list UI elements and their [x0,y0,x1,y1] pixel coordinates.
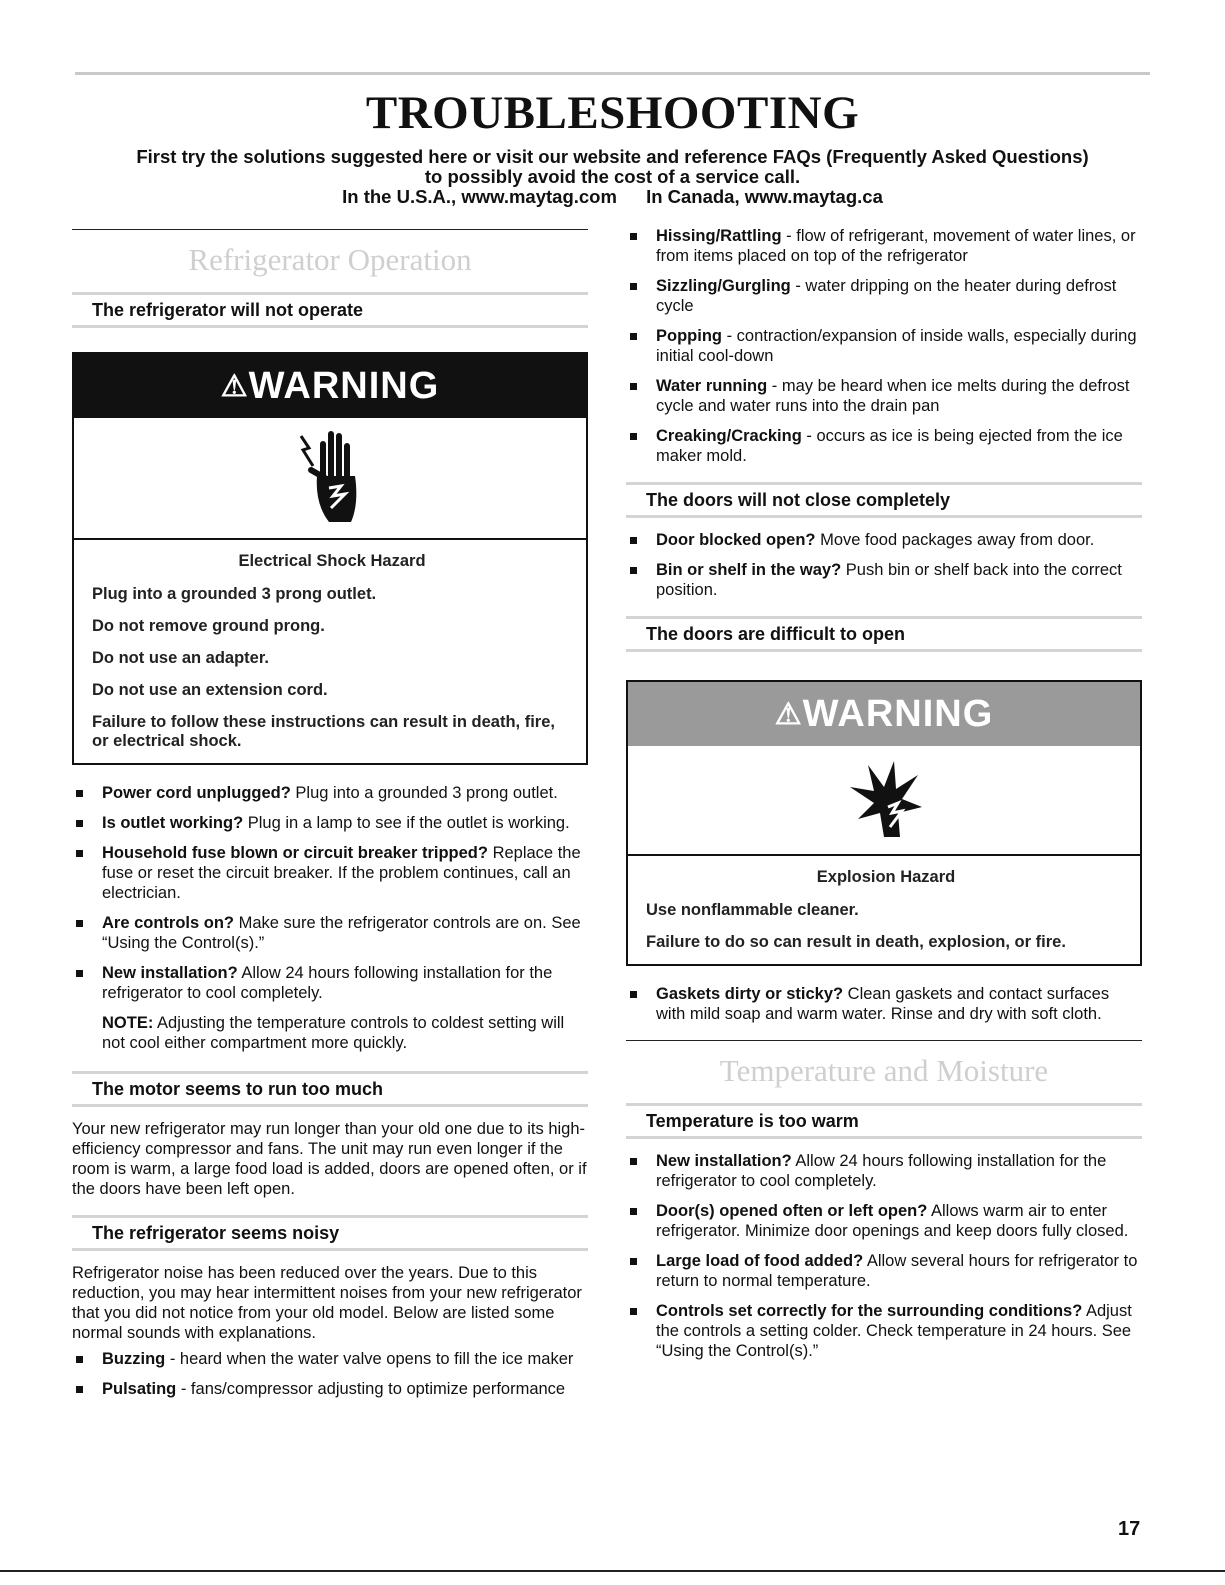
warning-line: Do not use an adapter. [92,649,269,667]
page-number: 17 [1118,1518,1141,1540]
warning-triangle-icon: ⚠ [220,370,249,403]
section-rule [626,1040,1142,1041]
subheading-not-operate: The refrigerator will not operate [72,292,588,328]
list-item: Sizzling/Gurgling - water dripping on the heater during defrost cycle [626,276,1142,316]
subheading-doors-open: The doors are difficult to open [626,616,1142,652]
list-item: Is outlet working? Plug in a lamp to see if the outlet is working. [72,813,588,833]
list-item: Household fuse blown or circuit breaker tripped? Replace the fuse or reset the circuit breaker. If the problem continues, call an electrician. [72,843,588,903]
warning-line: Use nonflammable cleaner. [646,901,859,919]
warning-triangle-icon: ⚠ [774,698,803,731]
subheading-doors-close: The doors will not close completely [626,482,1142,518]
list-item: Hissing/Rattling - flow of refrigerant, movement of water lines, or from items placed on top of the refrigerator [626,226,1142,266]
note: NOTE: Adjusting the temperature controls to coldest setting will not cool either compartment more quickly. [102,1014,565,1052]
list-item: Pulsating - fans/compressor adjusting to optimize performance [72,1379,588,1399]
warning-body [74,540,586,763]
hazard-title: Electrical Shock Hazard [238,552,426,570]
right-column [626,226,1142,1371]
hazard-title: Explosion Hazard [816,868,956,886]
warning-line: Plug into a grounded 3 prong outlet. [92,585,377,603]
subheading-too-warm: Temperature is too warm [626,1103,1142,1139]
list-item: Bin or shelf in the way? Push bin or shelf back into the correct position. [626,560,1142,600]
warning-box-explosion [626,680,1142,966]
left-column [72,229,588,1409]
warning-header [628,682,1140,746]
list-item: Are controls on? Make sure the refrigerator controls are on. See “Using the Control(s).” [72,913,588,953]
subheading-noisy: The refrigerator seems noisy [72,1215,588,1251]
section-title-temperature-moisture: Temperature and Moisture [719,1053,1049,1088]
intro [100,147,1125,207]
warning-line: Do not use an extension cord. [92,681,328,699]
intro-line-2: to possibly avoid the cost of a service call. [424,166,801,187]
intro-line-1: First try the solutions suggested here or visit our website and reference FAQs (Frequently Asked Questions) [136,146,1089,167]
warning-box-electrical [72,352,588,765]
list-item: Large load of food added? Allow several hours for refrigerator to return to normal temperature. [626,1251,1142,1291]
list-item: New installation? Allow 24 hours following installation for the refrigerator to cool completely. [626,1151,1142,1191]
warning-label: WARNING [802,693,994,735]
canada-website-link[interactable]: In Canada, www.maytag.ca [646,186,883,207]
warning-header [74,354,586,418]
warning-line: Do not remove ground prong. [92,617,325,635]
motor-paragraph: Your new refrigerator may run longer than your old one due to its high-efficiency compressor and fans. The unit may run even longer if the room is warm, a large food load is added, doors are opened often, or if the doors have been left open. [72,1120,587,1198]
list-item: Gaskets dirty or sticky? Clean gaskets and contact surfaces with mild soap and warm water. Rinse and dry with soft cloth. [626,984,1142,1024]
bottom-rule [0,1570,1225,1572]
list-item: Popping - contraction/expansion of inside walls, especially during initial cool-down [626,326,1142,366]
list-item: Door blocked open? Move food packages away from door. [626,530,1142,550]
noisy-paragraph: Refrigerator noise has been reduced over the years. Due to this reduction, you may hear intermittent noises from your new refrigerator that you did not notice from your old model. Below are listed some normal sounds with explanations. [72,1264,582,1342]
warning-line: Failure to follow these instructions can result in death, fire, or electrical shock. [92,713,555,750]
warning-line: Failure to do so can result in death, explosion, or fire. [646,933,1066,951]
list-item: Buzzing - heard when the water valve opens to fill the ice maker [72,1349,588,1369]
electric-shock-hand-icon [74,418,586,540]
section-title-refrigerator-operation: Refrigerator Operation [188,242,472,277]
top-rule [75,72,1150,75]
list-item: Door(s) opened often or left open? Allows warm air to enter refrigerator. Minimize door openings and keep doors fully closed. [626,1201,1142,1241]
list-item: Water running - may be heard when ice melts during the defrost cycle and water runs into the drain pan [626,376,1142,416]
list-item: Power cord unplugged? Plug into a grounded 3 prong outlet. [72,783,588,803]
warning-body [628,856,1140,964]
us-website-link[interactable]: In the U.S.A., www.maytag.com [342,186,617,207]
website-links [100,187,1125,207]
list-item: Creaking/Cracking - occurs as ice is being ejected from the ice maker mold. [626,426,1142,466]
section-rule [72,229,588,230]
explosion-icon [628,746,1140,856]
warning-label: WARNING [248,365,440,407]
list-item: Controls set correctly for the surrounding conditions? Adjust the controls a setting colder. Check temperature in 24 hours. See “Using the Control(s).” [626,1301,1142,1361]
page-title: TROUBLESHOOTING [365,87,860,139]
list-item: New installation? Allow 24 hours following installation for the refrigerator to cool completely. [72,963,588,1003]
subheading-motor: The motor seems to run too much [72,1071,588,1107]
